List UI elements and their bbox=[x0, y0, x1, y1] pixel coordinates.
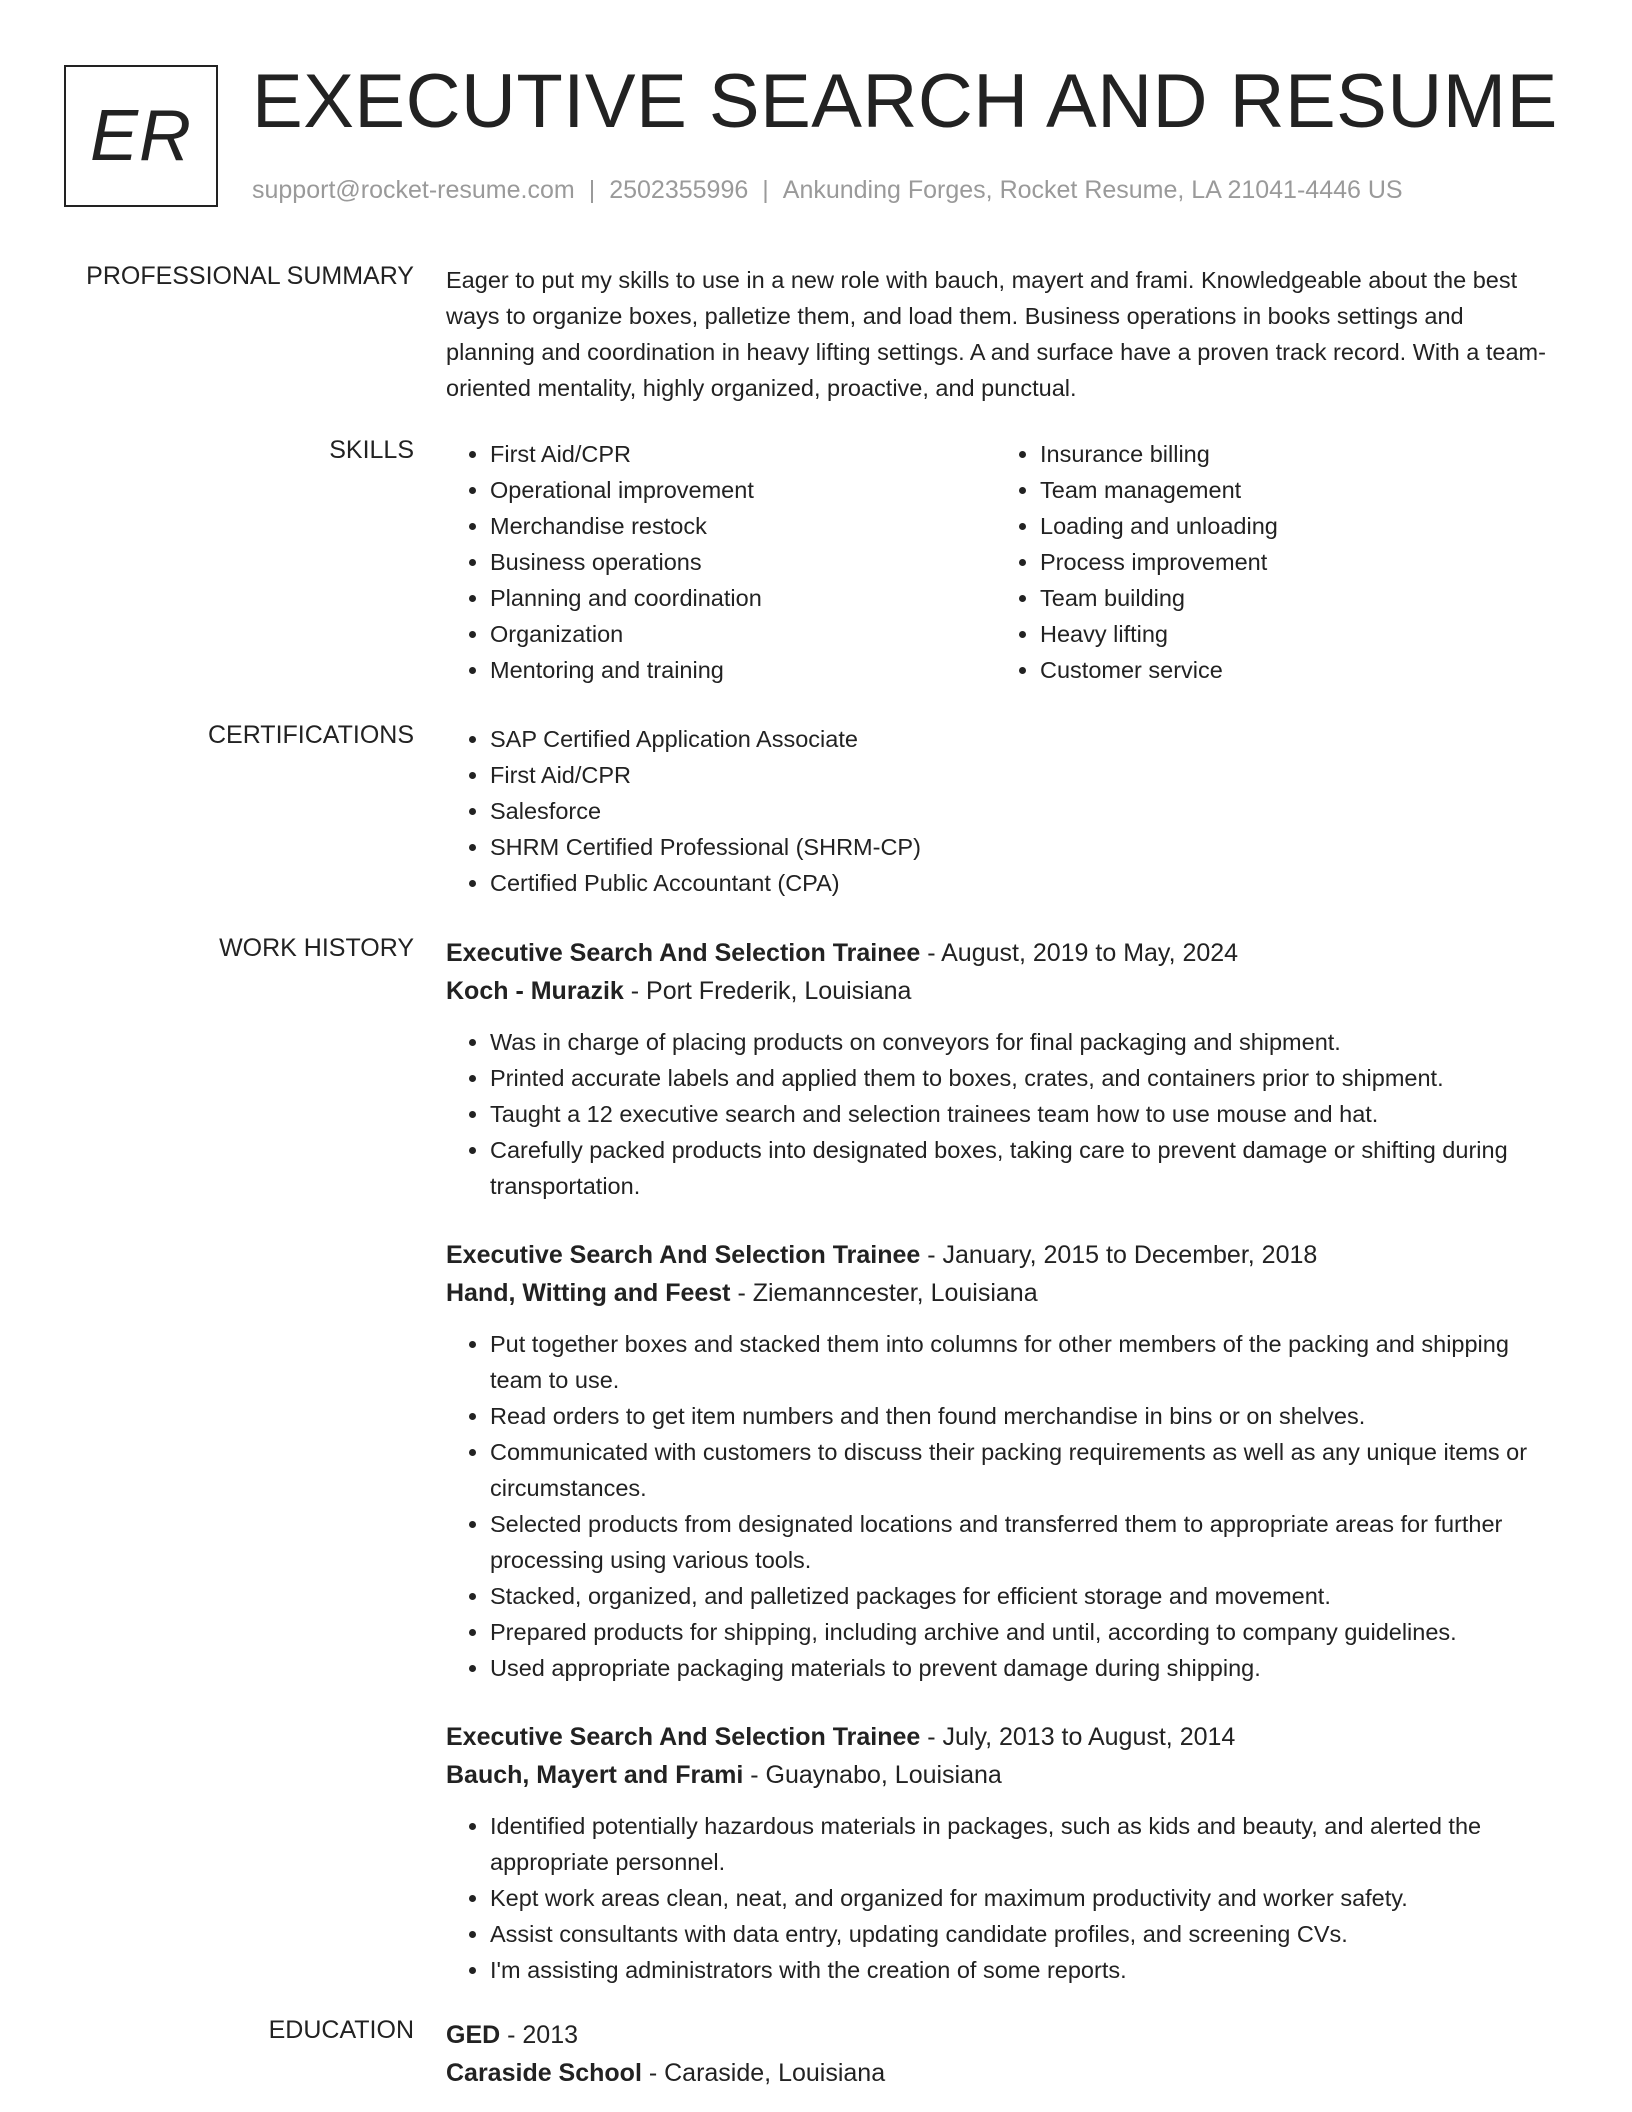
list-item: • Put together boxes and stacked them into columns for other members of the packing and shipping team to use. bbox=[490, 1326, 1546, 1398]
job-bullets bbox=[446, 1326, 1546, 1686]
contact-line bbox=[252, 176, 1403, 205]
job-location: - Port Frederik, Louisiana bbox=[623, 977, 912, 1005]
list-item: • Insurance billing bbox=[1040, 436, 1546, 472]
job-title-line bbox=[446, 1718, 1546, 1756]
list-item: • Certified Public Accountant (CPA) bbox=[490, 865, 1546, 901]
job-title-line bbox=[446, 1236, 1546, 1274]
job-location: - Ziemanncester, Louisiana bbox=[730, 1279, 1038, 1307]
list-item: • Communicated with customers to discuss their packing requirements as well as any unique items or circumstances. bbox=[490, 1434, 1546, 1506]
education-degree: GED bbox=[446, 2021, 501, 2049]
contact-separator: | bbox=[588, 176, 596, 204]
list-item: • Planning and coordination bbox=[490, 580, 996, 616]
certifications-content bbox=[446, 721, 1546, 901]
job-company-line bbox=[446, 972, 1546, 1010]
contact-address: Ankunding Forges, Rocket Resume, LA 21041-4446 US bbox=[782, 176, 1403, 204]
summary-label: PROFESSIONAL SUMMARY bbox=[86, 262, 414, 290]
list-item: • Selected products from designated locations and transferred them to appropriate areas for further processing using various tools. bbox=[490, 1506, 1546, 1578]
job-title: Executive Search And Selection Trainee bbox=[446, 939, 921, 967]
list-item: • Prepared products for shipping, including archive and until, according to company guidelines. bbox=[490, 1614, 1546, 1650]
job-company-line bbox=[446, 1274, 1546, 1312]
education-content bbox=[446, 2016, 1546, 2092]
job-bullets bbox=[446, 1808, 1546, 1988]
skills-content bbox=[446, 436, 1546, 688]
list-item: • SHRM Certified Professional (SHRM-CP) bbox=[490, 829, 1546, 865]
job-dates: - January, 2015 to December, 2018 bbox=[920, 1241, 1318, 1269]
job-title: Executive Search And Selection Trainee bbox=[446, 1723, 921, 1751]
monogram-text: ER bbox=[89, 96, 193, 176]
skills-list-left bbox=[446, 436, 996, 688]
education-year: - 2013 bbox=[500, 2021, 579, 2049]
list-item: • Operational improvement bbox=[490, 472, 996, 508]
list-item: • Merchandise restock bbox=[490, 508, 996, 544]
skills-list-right bbox=[996, 436, 1546, 688]
education-school-line bbox=[446, 2054, 1546, 2092]
list-item: • Read orders to get item numbers and then found merchandise in bins or on shelves. bbox=[490, 1398, 1546, 1434]
job-entry bbox=[446, 934, 1546, 1204]
contact-separator: | bbox=[762, 176, 769, 204]
job-entry bbox=[446, 1718, 1546, 1988]
list-item: • Heavy lifting bbox=[1040, 616, 1546, 652]
monogram-logo bbox=[64, 65, 218, 207]
list-item: • Salesforce bbox=[490, 793, 1546, 829]
list-item: • Taught a 12 executive search and selection trainees team how to use mouse and hat. bbox=[490, 1096, 1546, 1132]
job-entry bbox=[446, 1236, 1546, 1686]
list-item: • Team management bbox=[1040, 472, 1546, 508]
contact-email[interactable]: support@rocket-resume.com bbox=[252, 176, 575, 204]
job-location: - Guaynabo, Louisiana bbox=[743, 1761, 1002, 1789]
list-item: • First Aid/CPR bbox=[490, 436, 996, 472]
job-company: Koch - Murazik bbox=[446, 977, 624, 1005]
list-item: • Carefully packed products into designated boxes, taking care to prevent damage or shifting during transportation. bbox=[490, 1132, 1546, 1204]
job-company: Bauch, Mayert and Frami bbox=[446, 1761, 744, 1789]
list-item: • Used appropriate packaging materials to prevent damage during shipping. bbox=[490, 1650, 1546, 1686]
summary-content bbox=[446, 262, 1546, 406]
job-dates: - July, 2013 to August, 2014 bbox=[920, 1723, 1236, 1751]
certifications-list bbox=[446, 721, 1546, 901]
job-title: Executive Search And Selection Trainee bbox=[446, 1241, 921, 1269]
job-title-line bbox=[446, 934, 1546, 972]
list-item: • Assist consultants with data entry, updating candidate profiles, and screening CVs. bbox=[490, 1916, 1546, 1952]
education-degree-line bbox=[446, 2016, 1546, 2054]
summary-text: Eager to put my skills to use in a new role with bauch, mayert and frami. Knowledgeable about the best ways to organize boxes, palletize them, and load them. Business operations in books settings and planning and coordination in heavy lifting settings. A and surface have a proven track record. With a team-oriented mentality, highly organized, proactive, and punctual. bbox=[446, 267, 1546, 401]
list-item: • Mentoring and training bbox=[490, 652, 996, 688]
list-item: • Organization bbox=[490, 616, 996, 652]
contact-phone[interactable]: 2502355996 bbox=[609, 176, 749, 204]
list-item: • SAP Certified Application Associate bbox=[490, 721, 1546, 757]
job-bullets bbox=[446, 1024, 1546, 1204]
education-school: Caraside School bbox=[446, 2059, 642, 2087]
list-item: • Was in charge of placing products on conveyors for final packaging and shipment. bbox=[490, 1024, 1546, 1060]
education-label: EDUCATION bbox=[268, 2016, 414, 2044]
education-location: - Caraside, Louisiana bbox=[641, 2059, 886, 2087]
list-item: • Identified potentially hazardous materials in packages, such as kids and beauty, and alerted the appropriate personnel. bbox=[490, 1808, 1546, 1880]
resume-name: EXECUTIVE SEARCH AND RESUME bbox=[252, 59, 1558, 144]
work-history-label: WORK HISTORY bbox=[219, 934, 414, 962]
job-company-line bbox=[446, 1756, 1546, 1794]
list-item: • Team building bbox=[1040, 580, 1546, 616]
list-item: • Kept work areas clean, neat, and organized for maximum productivity and worker safety. bbox=[490, 1880, 1546, 1916]
list-item: • Business operations bbox=[490, 544, 996, 580]
job-dates: - August, 2019 to May, 2024 bbox=[920, 939, 1239, 967]
list-item: • Process improvement bbox=[1040, 544, 1546, 580]
skills-label: SKILLS bbox=[329, 436, 414, 464]
list-item: • Loading and unloading bbox=[1040, 508, 1546, 544]
list-item: • Printed accurate labels and applied them to boxes, crates, and containers prior to shipment. bbox=[490, 1060, 1546, 1096]
list-item: • Stacked, organized, and palletized packages for efficient storage and movement. bbox=[490, 1578, 1546, 1614]
certifications-label: CERTIFICATIONS bbox=[207, 721, 414, 749]
list-item: • First Aid/CPR bbox=[490, 757, 1546, 793]
work-history-content bbox=[446, 934, 1546, 2020]
list-item: • Customer service bbox=[1040, 652, 1546, 688]
job-company: Hand, Witting and Feest bbox=[446, 1279, 731, 1307]
list-item: • I'm assisting administrators with the creation of some reports. bbox=[490, 1952, 1546, 1988]
